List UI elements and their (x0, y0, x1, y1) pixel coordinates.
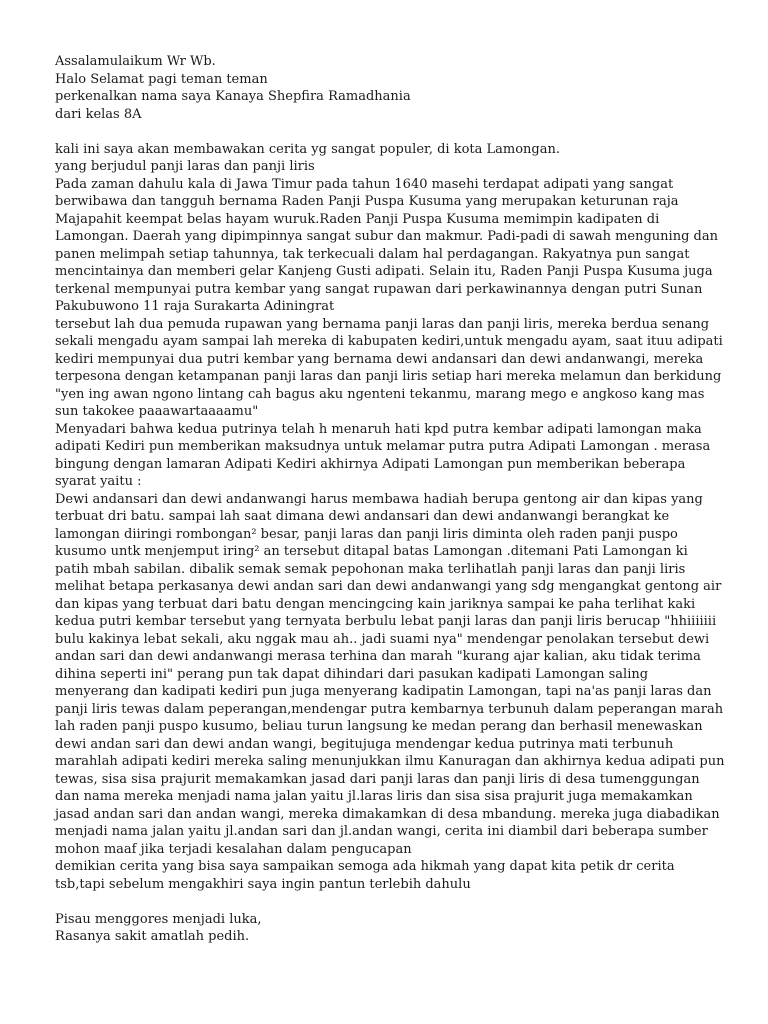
text-line: kusumo untk menjemput iring² an tersebut ditapal batas Lamongan .ditemani Pati Lamongan ki (55, 544, 688, 559)
text-line: jasad andan sari dan andan wangi, mereka dimakamkan di desa mbandung. mereka juga diabadikan (55, 806, 720, 822)
text-line: melihat betapa perkasanya dewi andan sari dan dewi andanwangi yang sdg mengangkat gentong air (55, 579, 722, 594)
text-line: tsb,tapi sebelum mengakhiri saya ingin pantun terlebih dahulu (55, 876, 471, 892)
text-line: menyerang dan kadipati kediri pun juga menyerang kadipatin Lamongan, tapi na'as panji laras dan (55, 684, 712, 699)
text-line: sun takokee paaawartaaaamu" (55, 404, 259, 419)
text-line: dewi andan sari dan dewi andan wangi, begitujuga mendengar kedua putrinya mati terbunuh (55, 736, 674, 752)
text-line: terpesona dengan ketampanan panji laras dan panji liris setiap hari mereka melamun dan berkidung (55, 369, 722, 384)
text-line: Pakubuwono 11 raja Surakarta Adiningrat (55, 299, 335, 314)
text-line: panen melimpah setiap tahunnya, tak terkecuali dalam hal perdagangan. Rakyatnya pun sangat (55, 246, 690, 262)
text-line: dari kelas 8A (55, 106, 142, 122)
text-line: Rasanya sakit amatlah pedih. (55, 929, 250, 944)
text-line: Majapahit keempat belas hayam wuruk.Raden Panji Puspa Kusuma memimpin kadipaten di (55, 211, 660, 227)
text-line: andan sari dan dewi andanwangi merasa terhina dan marah "kurang ajar kalian, aku tidak terima (55, 649, 701, 664)
text-line: Pada zaman dahulu kala di Jawa Timur pada tahun 1640 masehi terdapat adipati yang sangat (55, 176, 674, 192)
text-line: panji liris tewas dalam peperangan,mendengar putra kembarnya terbunuh dalam peperangan marah (55, 701, 724, 717)
text-line: terbuat dri batu. sampai lah saat dimana dewi andansari dan dewi andanwangi berangkat ke (55, 509, 670, 524)
text-line: "yen ing awan ngono lintang cah bagus aku ngenteni tekanmu, marang mego e angkoso kang mas (55, 386, 705, 402)
document-page (55, 53, 725, 946)
text-line: Pisau menggores menjadi luka, (55, 911, 262, 927)
text-line: yang berjudul panji laras dan panji liris (55, 159, 315, 174)
text-line: dan nama mereka menjadi nama jalan yaitu jl.laras liris dan sisa sisa prajurit juga memakamkan (55, 789, 693, 804)
text-line: kali ini saya akan membawakan cerita yg sangat populer, di kota Lamongan. (55, 141, 560, 157)
text-line: mencintainya dan memberi gelar Kanjeng Gusti adipati. Selain itu, Raden Panji Puspa Kusuma juga (55, 264, 713, 279)
text-line: sekali mengadu ayam sampai lah mereka di kabupaten kediri,untuk mengadu ayam, saat ituu adipati (55, 334, 723, 349)
text-line: demikian cerita yang bisa saya sampaikan semoga ada hikmah yang dapat kita petik dr cerita (55, 859, 675, 874)
text-line: berwibawa dan tangguh bernama Raden Panji Puspa Kusuma yang merupakan keturunan raja (55, 194, 679, 209)
text-line: Dewi andansari dan dewi andanwangi harus membawa hadiah berupa gentong air dan kipas yang (55, 491, 703, 507)
text-line: perkenalkan nama saya Kanaya Shepfira Ramadhania (55, 89, 411, 104)
text-line: mohon maaf jika terjadi kesalahan dalam pengucapan (55, 841, 412, 857)
text-line: lah raden panji puspo kusumo, beliau turun langsung ke medan perang dan berhasil menewaskan (55, 719, 703, 734)
text-line: menjadi nama jalan yaitu jl.andan sari dan jl.andan wangi, cerita ini diambil dari beberapa sumber (55, 824, 708, 839)
text-line: bulu kakinya lebat sekali, aku nggak mau ah.. jadi suami nya" mendengar penolakan tersebut dewi (55, 631, 710, 647)
text-line: Assalamulaikum Wr Wb. (55, 54, 216, 69)
text-line: lamongan diiringi rombongan² besar, panji laras dan panji liris diminta oleh raden panji puspo (55, 526, 678, 542)
text-line: adipati Kediri pun memberikan maksudnya untuk melamar putra putra Adipati Lamongan . merasa (55, 439, 711, 454)
paragraph-gap (55, 893, 720, 911)
text-line: kediri mempunyai dua putri kembar yang bernama dewi andansari dan dewi andanwangi, mereka (55, 351, 704, 367)
text-line: tewas, sisa sisa prajurit memakamkan jasad dari panji laras dan panji liris di desa tumenggungan (55, 771, 700, 787)
text-line: Menyadari bahwa kedua putrinya telah h menaruh hati kpd putra kembar adipati lamongan maka (55, 421, 702, 437)
text-line: terkenal mempunyai putra kembar yang sangat rupawan dari perkawinannya dengan putri Sunan (55, 281, 703, 297)
text-line: kedua putri kembar tersebut yang ternyata berbulu lebat panji laras dan panji liris berucap "hhiiiiiii (55, 614, 717, 629)
text-line: tersebut lah dua pemuda rupawan yang bernama panji laras dan panji liris, mereka berdua senang (55, 316, 710, 332)
text-line: dan kipas yang terbuat dari batu dengan mencingcing kain jariknya sampai ke paha terlihat kaki (55, 596, 696, 612)
text-line: bingung dengan lamaran Adipati Kediri akhirnya Adipati Lamongan pun memberikan beberapa (55, 456, 686, 472)
story-body (55, 141, 725, 894)
text-line: marahlah adipati kediri mereka saling menunjukkan ilmu Kanuragan dan akhirnya kedua adipati pun (55, 754, 725, 769)
pantun-block (55, 911, 720, 946)
text-line: dihina seperti ini" perang pun tak dapat dihindari dari pasukan kadipati Lamongan saling (55, 666, 649, 682)
text-line: Lamongan. Daerah yang dipimpinnya sangat subur dan makmur. Padi-padi di sawah menguning dan (55, 229, 718, 244)
greeting-block (55, 53, 720, 123)
paragraph-gap (55, 123, 720, 141)
text-line: syarat yaitu : (55, 474, 142, 489)
text-line: patih mbah sabilan. dibalik semak semak pepohonan maka terlihatlah panji laras dan panji liris (55, 561, 686, 577)
text-line: Halo Selamat pagi teman teman (55, 71, 268, 87)
